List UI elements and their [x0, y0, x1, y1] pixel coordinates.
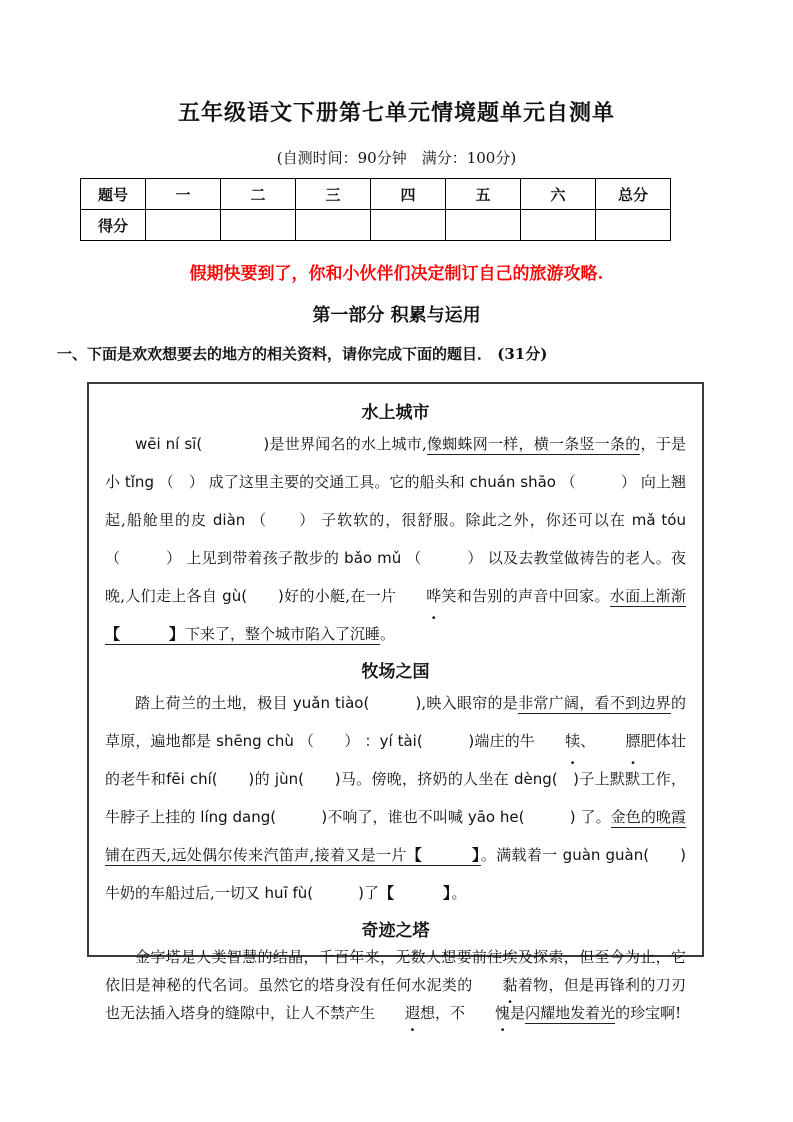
- text-segment: 笑和告别的声音中回家。: [441, 587, 610, 605]
- score-table-cell-q6: 六: [521, 179, 596, 210]
- score-table-cell-q4: 四: [371, 179, 446, 210]
- page-subtitle: (自测时间：90分钟 满分：100分): [276, 149, 517, 167]
- text-segment-u: 非常广阔，看不到边界: [518, 694, 671, 712]
- question1-stem: 一、下面是欢欢想要去的地方的相关资料，请你完成下面的题目． (31分): [57, 345, 548, 363]
- text-segment-dot: 膘: [625, 732, 641, 750]
- text-segment: 了: [364, 884, 380, 902]
- text-segment: 牛奶的车船过后,一切又: [105, 884, 260, 902]
- page-title: 五年级语文下册第七单元情境题单元自测单: [177, 100, 615, 126]
- text-segment-u: 金色的晚霞铺在西天,远处偶尔传来汽笛声,接着又是一片: [105, 808, 686, 864]
- score-cell-empty: [596, 210, 671, 241]
- passage-pasture-country: [105, 684, 686, 912]
- text-segment-py: bǎo mǔ （ ）: [339, 549, 488, 567]
- text-segment: 了。: [580, 808, 611, 826]
- part1-heading: 第一部分 积累与运用: [312, 305, 481, 326]
- text-segment-py: shēng chù （ ）: [211, 732, 365, 750]
- score-table-cell-q2: 二: [221, 179, 296, 210]
- score-cell-empty: [371, 210, 446, 241]
- text-segment-bk: 【 】: [379, 884, 452, 902]
- passage-title-water-city: 水上城市: [361, 403, 430, 423]
- text-segment-dot: 遐: [405, 1004, 421, 1022]
- text-segment: 以及去教堂做祷告的老人。夜晚,人们走上各自: [105, 549, 686, 605]
- text-segment: 肥体壮的老牛和: [105, 732, 686, 788]
- text-segment-dot: 黏: [502, 976, 518, 994]
- text-segment: 的珍宝啊!: [615, 1004, 682, 1022]
- scenario-notice: 假期快要到了，你和小伙伴们决定制订自己的旅游攻略.: [189, 264, 604, 284]
- score-table-cell-q5: 五: [446, 179, 521, 210]
- text-segment-py: dèng( ): [508, 770, 580, 788]
- passage-title-pasture-country: 牧场之国: [361, 662, 430, 682]
- text-segment-py: jùn( ): [269, 770, 341, 788]
- text-segment: 是世界闻名的水上城市,: [269, 435, 427, 453]
- text-segment-py: líng dang( ): [195, 808, 328, 826]
- passage-water-city: [105, 425, 686, 653]
- text-segment: 。: [380, 625, 396, 643]
- text-segment-py: fēi chí( ): [166, 770, 255, 788]
- text-segment-py: yuǎn tiào( ): [287, 694, 422, 712]
- text-segment-bk-u: 【 】: [406, 846, 481, 864]
- text-segment-py: diàn （ ）: [207, 511, 322, 529]
- text-segment: 金字塔是人类智慧的结晶，千百年来，无数人想要前往埃及探索，但至今为止，它依旧是神秘的代名词。虽然它的塔身没有任何水泥类的: [105, 948, 686, 994]
- text-segment: 成了这里主要的交通工具。它的船头和: [208, 473, 465, 491]
- text-segment-py: huī fù( ): [259, 884, 364, 902]
- text-segment: 、: [580, 732, 596, 750]
- score-cell-empty: [221, 210, 296, 241]
- text-segment: 好的小艇,在一片: [283, 587, 397, 605]
- text-segment: 。: [451, 884, 467, 902]
- text-segment-u: 闪耀地发着光: [525, 1004, 616, 1022]
- text-segment-py: yāo he( ): [463, 808, 581, 826]
- text-segment: 不响了，谁也不叫喊: [327, 808, 463, 826]
- passage-title-miracle-tower: 奇迹之塔: [361, 921, 430, 941]
- text-segment: 端庄的牛: [474, 732, 536, 750]
- text-segment-dot: 哗: [426, 587, 442, 605]
- text-segment-u: 像蜘蛛网一样，横一条竖一条的: [426, 435, 641, 453]
- text-segment: 马。傍晚，挤奶的人坐在: [340, 770, 509, 788]
- text-segment: 。满载着一: [480, 846, 558, 864]
- text-segment-py: mǎ tóu （ ）: [105, 511, 686, 567]
- passage-miracle-tower: [105, 943, 686, 1027]
- text-segment: 想，不: [420, 1004, 466, 1022]
- text-segment-py: wēi ní sī( ): [135, 435, 270, 453]
- score-table: [80, 178, 671, 241]
- score-cell-empty: [446, 210, 521, 241]
- text-segment-u: 水面上渐渐: [609, 587, 686, 605]
- score-table-cell-q1: 一: [146, 179, 221, 210]
- score-table-cell-label: 题号: [81, 179, 146, 210]
- score-row-label: 得分: [81, 210, 146, 241]
- text-segment-py: tǐng （ ）: [120, 473, 209, 491]
- text-segment-py: yí tài( ): [379, 732, 475, 750]
- score-cell-empty: [521, 210, 596, 241]
- text-segment-dot: 犊: [565, 732, 581, 750]
- text-segment: 上见到带着孩子散步的: [186, 549, 340, 567]
- text-segment: 的: [254, 770, 270, 788]
- text-segment-py: gù( ): [217, 587, 284, 605]
- text-segment: 子上默默工作，牛脖子上挂的: [105, 770, 686, 826]
- text-segment-py: chuán shāo （ ）: [464, 473, 641, 491]
- score-table-header-row: [81, 179, 671, 210]
- text-segment: ,映入眼帘的是: [421, 694, 519, 712]
- score-table-score-row: [81, 210, 671, 241]
- text-segment: 子软软的，很舒服。除此之外，你还可以在: [321, 511, 626, 529]
- text-segment-bk-u: 【 】: [105, 625, 186, 643]
- score-table-cell-q3: 三: [296, 179, 371, 210]
- text-segment-py: guàn guàn( ): [557, 846, 686, 864]
- score-table-cell-total: 总分: [596, 179, 671, 210]
- text-segment: 是: [510, 1004, 526, 1022]
- passage-box: [87, 382, 704, 1022]
- score-cell-empty: [146, 210, 221, 241]
- text-segment: 踏上荷兰的土地，极目: [135, 694, 288, 712]
- text-segment-u: 下来了，整个城市陷入了沉睡: [185, 625, 381, 643]
- text-segment-dot: 愧: [495, 1004, 511, 1022]
- text-segment: 向上翘起,船舱里的皮: [105, 473, 686, 529]
- text-segment: 的草原，遍地都是: [105, 694, 686, 750]
- text-segment: ，于是小: [105, 435, 686, 491]
- score-cell-empty: [296, 210, 371, 241]
- text-segment: ：: [364, 732, 380, 750]
- text-segment: 着物，但是再锋利的刀刃也无法插入塔身的缝隙中，让人不禁产生: [105, 976, 686, 1022]
